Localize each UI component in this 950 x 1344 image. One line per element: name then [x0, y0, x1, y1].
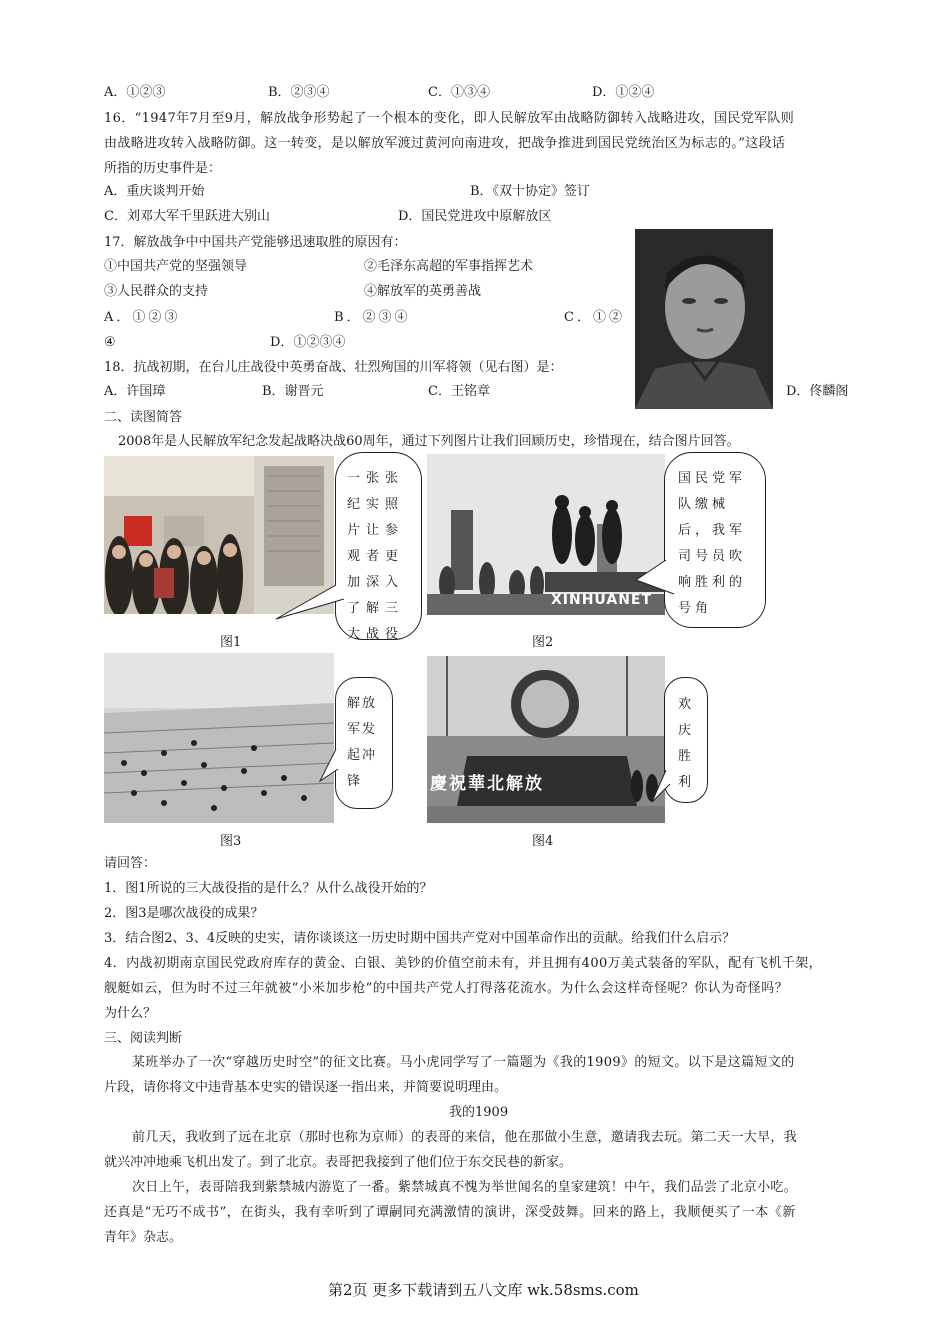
q15-option-b: B．②③④: [268, 85, 330, 100]
figure-3-caption: 图3: [220, 834, 242, 849]
figure-4-image: [427, 656, 665, 823]
q16-option-c: C．刘邓大军千里跃进大别山: [104, 209, 270, 224]
portrait-photo: [635, 229, 773, 409]
q17-item: ①中国共产党的坚强领导: [104, 259, 248, 274]
figure-3-bubble-text: 解放 军发 起冲 锋: [347, 696, 378, 789]
q16-option-b: B．《双十协定》签订: [470, 184, 591, 199]
essay-line: 前几天，我收到了远在北京（那时也称为京师）的表哥的来信，他在那做小生意，邀请我去玩。第二天一大早，我: [132, 1130, 798, 1145]
q17-option-a: A．①②③: [104, 310, 181, 325]
q17-option-b: B．②③④: [334, 310, 411, 325]
q17-item: ②毛泽东高超的军事指挥艺术: [364, 259, 534, 274]
q18-option-b: B．谢晋元: [262, 384, 324, 399]
page-footer: 第2页 更多下载请到五八文库 wk.58sms.com: [328, 1281, 639, 1299]
figure-1-bubble-tail: [270, 585, 350, 625]
figure-4-bubble-tail: [648, 770, 678, 806]
figure-3-photo: [104, 653, 334, 823]
question-1: 1．图1所说的三大战役指的是什么？从什么战役开始的？: [104, 881, 433, 896]
q17-item: ③人民群众的支持: [104, 284, 209, 299]
figure-1-caption: 图1: [220, 635, 242, 650]
q17-option-d: D．①②③④: [270, 335, 346, 350]
section2-intro: 2008年是人民解放军纪念发起战略决战60周年，通过下列图片让我们回顾历史，珍惜现在，结合图片回答。: [118, 434, 740, 449]
figure-2-bubble-text: 国民党军 队缴械 后，我军 司号员吹 响胜利的 号角: [678, 471, 747, 616]
figure-4-caption: 图4: [532, 834, 554, 849]
q16-stem-line: 所指的历史事件是：: [104, 161, 222, 176]
q18-option-c: C．王铭章: [428, 384, 490, 399]
section3-intro-line: 某班举办了一次“穿越历史时空”的征文比赛。马小虎同学写了一篇题为《我的1909》的短文。以下是这篇短文的: [132, 1055, 795, 1070]
section2-title: 二、读图简答: [104, 410, 183, 425]
question-4-line: 舰艇如云，但为时不过三年就被“小米加步枪”的中国共产党人打得落花流水。为什么会这样奇怪呢？你认为奇怪吗？: [104, 981, 789, 996]
essay-title: 我的1909: [449, 1105, 509, 1120]
figure-2-caption: 图2: [532, 635, 554, 650]
section3-intro-line: 片段，请你将文中违背基本史实的错误逐一指出来，并简要说明理由。: [104, 1080, 508, 1095]
figure-4-photo: [427, 656, 665, 823]
q18-option-a: A．许国璋: [104, 384, 166, 399]
q16-stem-line: 16．“1947年7月至9月，解放战争形势起了一个根本的变化，即人民解放军由战略防御转入战略进攻，国民党军队则: [104, 111, 795, 126]
figure-2-image: [427, 454, 665, 615]
q17-item: ④解放军的英勇善战: [364, 284, 482, 299]
q16-option-d: D．国民党进攻中原解放区: [398, 209, 552, 224]
essay-line: 次日上午，表哥陪我到紫禁城内游览了一番。紫禁城真不愧为举世闻名的皇家建筑！中午，我们品尝了北京小吃。: [132, 1180, 798, 1195]
answer-prompt: 请回答：: [104, 856, 157, 871]
figure-2-watermark: XINHUANET: [551, 592, 653, 608]
q18-option-d: D．佟麟阁: [786, 384, 849, 399]
question-4-line: 为什么？: [104, 1006, 157, 1021]
figure-3-image: [104, 653, 334, 823]
figure-4-bubble-text: 欢 庆 胜 利: [678, 697, 692, 790]
q15-option-a: A．①②③: [104, 85, 166, 100]
q16-option-a: A．重庆谈判开始: [104, 184, 205, 199]
q16-stem-line: 由战略进攻转入战略防御。这一转变，是以解放军渡过黄河向南进攻，把战争推进到国民党统治区为标志的。”这段话: [104, 136, 786, 151]
q18-stem: 18．抗战初期，在台儿庄战役中英勇奋战、壮烈殉国的川军将领（见右图）是：: [104, 360, 563, 375]
question-4-line: 4．内战初期南京国民党政府库存的黄金、白银、美钞的价值空前未有，并且拥有400万美式装备的军队，配有飞机千架，: [104, 956, 823, 971]
portrait-image: [635, 229, 773, 409]
essay-line: 还真是“无巧不成书”，在街头，我有幸听到了谭嗣同充满激情的演讲，深受鼓舞。回来的路上，我顺便买了一本《新: [104, 1205, 796, 1220]
section3-title: 三、阅读判断: [104, 1031, 183, 1046]
figure-2-photo: [427, 454, 665, 615]
q17-option-c: C．①②: [564, 310, 625, 325]
essay-line: 青年》杂志。: [104, 1230, 183, 1245]
essay-line: 就兴冲冲地乘飞机出发了。到了北京。表哥把我接到了他们位于东交民巷的新家。: [104, 1155, 573, 1170]
question-2: 2．图3是哪次战役的成果？: [104, 906, 264, 921]
q17-option-c-cont: ④: [104, 335, 116, 350]
figure-4-banner: 慶祝華北解放: [430, 774, 544, 794]
q17-stem: 17．解放战争中中国共产党能够迅速取胜的原因有：: [104, 235, 407, 250]
question-3: 3．结合图2、3、4反映的史实，请你谈谈这一历史时期中国共产党对中国革命作出的贡献。给我们什么启示？: [104, 931, 736, 946]
figure-3-bubble-tail: [318, 745, 348, 785]
q15-option-d: D．①②④: [592, 85, 655, 100]
q15-option-c: C．①③④: [428, 85, 490, 100]
figure-1-bubble-text: 一张张 纪实照 片让参 观者更 加深入 了解三 大战役: [347, 471, 405, 642]
figure-2-bubble-tail: [632, 560, 682, 600]
